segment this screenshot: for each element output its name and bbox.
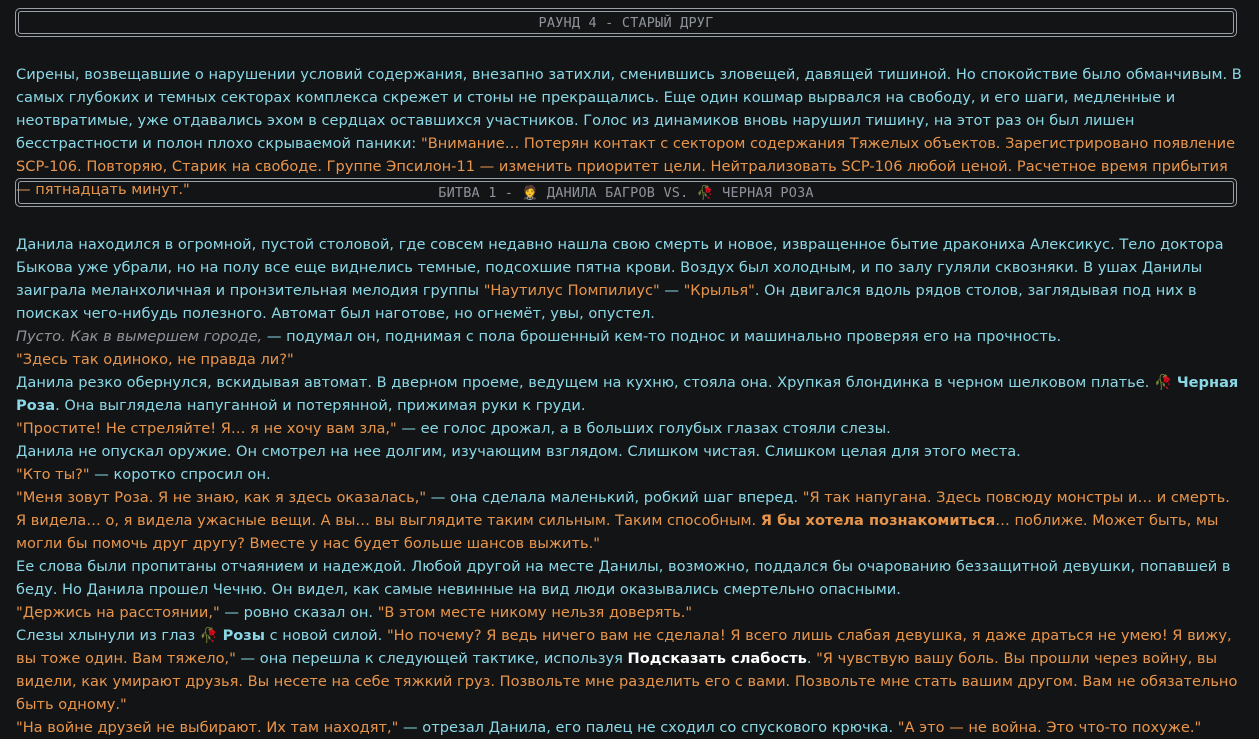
song-name: "Крылья" <box>683 282 755 299</box>
story-section <box>16 233 1242 739</box>
dialogue-quote: "В этом месте никому нельзя доверять." <box>377 604 693 621</box>
dialogue-quote: "Простите! Не стреляйте! Я… я не хочу вам зла," <box>16 420 397 437</box>
story-paragraph-5 <box>16 417 1242 440</box>
story-paragraph-7 <box>16 463 1242 486</box>
intro-announcement: "Внимание… Потерян контакт с сектором содержания Тяжелых объектов. Зарегистрировано появление SCP-106. Повторяю, Старик на свободе. Группе Эпсилон-11 — изменить приоритет цели. Нейтрализовать SCP-106 любой ценой. Расчетное время прибытия — пятнадцать минут." <box>16 135 1236 198</box>
dialogue-quote: "На войне друзей не выбирают. Их там находят," <box>16 719 399 736</box>
wilted-rose-icon: 🥀 <box>1154 374 1173 391</box>
dialogue-quote: "Здесь так одиноко, не правда ли?" <box>16 351 294 368</box>
fighter-1-name: ДАНИЛА БАГРОВ <box>546 184 656 201</box>
battle-banner-frame <box>18 181 1234 204</box>
story-paragraph-4 <box>16 371 1242 417</box>
narration-text: Данила не опускал оружие. Он смотрел на нее долгим, изучающим взглядом. Слишком чистая. Слишком целая для этого места. <box>16 443 1021 460</box>
character-name: Черная Роза <box>16 374 1239 414</box>
fighter-2-name: ЧЕРНАЯ РОЗА <box>722 184 814 201</box>
story-paragraph-2 <box>16 325 1242 348</box>
dialogue-quote: "А это — не война. Это что-то похуже." <box>897 719 1202 736</box>
story-paragraph-12 <box>16 716 1242 739</box>
narration-text: Данила резко обернулся, вскидывая автомат. В дверном проеме, ведущем на кухню, стояла она. Хрупкая блондинка в черном шелковом платье. <box>16 374 1155 391</box>
businessman-icon: 🤵 <box>521 184 539 201</box>
narration-text: Ее слова были пропитаны отчаянием и надеждой. Любой другой на месте Данилы, возможно, поддался бы очарованию беззащитной девушки, попавшей в беду. Но Данила прошел Чечню. Он видел, как самые невинные на вид люди оказывались смертельно опасными. <box>16 558 1231 598</box>
narration-text: Слезы хлынули из глаз <box>16 627 200 644</box>
story-paragraph-10 <box>16 601 1242 624</box>
dialogue-quote: … поближе. Может быть, мы могли бы помочь друг другу? Вместе у нас будет больше шансов выжить." <box>16 512 1219 552</box>
story-paragraph-9 <box>16 555 1242 601</box>
narration-text: . Она выглядела напуганной и потерянной, прижимая руки к груди. <box>55 397 586 414</box>
narration-text: с новой силой. <box>264 627 387 644</box>
battle-banner <box>15 178 1237 207</box>
narration-text: — она перешла к следующей тактике, используя <box>235 650 628 667</box>
dialogue-quote: "Но почему? Я ведь ничего вам не сделала! Я всего лишь слабая девушка, я даже драться не умею! Я вижу, вы тоже один. Вам тяжело," <box>16 627 1232 667</box>
character-name: Розы <box>222 627 265 644</box>
round-banner <box>15 8 1237 37</box>
story-paragraph-6 <box>16 440 1242 463</box>
dialogue-quote: "Я так напугана. Здесь повсюду монстры и… и смерть. Я видела… о, я видела ужасные вещи. А вы… вы выглядите таким сильным. Таким способным. <box>16 489 1230 529</box>
dialogue-quote: "Меня зовут Роза. Я не знаю, как я здесь оказалась," <box>16 489 427 506</box>
versus-label: VS. <box>655 184 697 201</box>
story-paragraph-11 <box>16 624 1242 716</box>
narration-text: Данила находился в огромной, пустой столовой, где совсем недавно нашла свою смерть и новое, извращенное бытие дракониха Алексикус. Тело доктора Быкова уже убрали, но на полу все еще виднелись темные, подсохшие пятна крови. Воздух был холодным, и по залу гуляли сквозняки. В ушах Данилы заиграла меланхоличная и пронзительная мелодия группы <box>16 236 1224 299</box>
narration-text: — ее голос дрожал, а в больших голубых глазах стояли слезы. <box>396 420 891 437</box>
narration-text: . Он двигался вдоль рядов столов, заглядывая под них в поисках чего-нибудь полезного. Автомат был наготове, но огнемёт, увы, опустел. <box>16 282 1197 322</box>
dialogue-quote: "Держись на расстоянии," <box>16 604 220 621</box>
narration-text: — отрезал Данила, его палец не сходил со спускового крючка. <box>398 719 898 736</box>
intro-narration: Сирены, возвещавшие о нарушении условий содержания, внезапно затихли, сменившись зловещей, давящей тишиной. Но спокойствие было обманчивым. В самых глубоких и темных секторах комплекса скрежет и стоны не прекращались. Еще один кошмар вырвался на свободу, и его шаги, медленные и неотвратимые, уже отдавались эхом в сердцах оставшихся участников. Голос из динамиков вновь нарушил тишину, на этот раз он был лишен бесстрастности и полон плохо скрываемой паники: <box>16 66 1242 152</box>
skill-name: Подсказать слабость <box>627 650 807 667</box>
battle-prefix: БИТВА 1 - <box>438 184 522 201</box>
narration-text: — коротко спросил он. <box>89 466 271 483</box>
narration-text: — ровно сказал он. <box>219 604 378 621</box>
narration-text: — <box>659 282 684 299</box>
wilted-rose-icon: 🥀 <box>696 184 714 201</box>
inner-thought: Пусто. Как в вымершем городе, <box>16 328 263 345</box>
narration-text: — подумал он, поднимая с пола брошенный кем-то поднос и машинально проверяя его на прочность. <box>262 328 1062 345</box>
story-paragraph-1 <box>16 233 1242 325</box>
story-paragraph-3 <box>16 348 1242 371</box>
wilted-rose-icon: 🥀 <box>199 627 218 644</box>
story-paragraph-8 <box>16 486 1242 555</box>
dialogue-quote: "Я чувствую вашу боль. Вы прошли через войну, вы видели, как умирают друзья. Вы несете на себе тяжкий груз. Позвольте мне разделить его с вами. Позвольте мне стать вашим другом. Вам не обязательно быть одному." <box>16 650 1238 713</box>
skill-highlight: Я бы хотела познакомиться <box>760 512 996 529</box>
dialogue-quote: "Кто ты?" <box>16 466 90 483</box>
band-name: "Наутилус Помпилиус" <box>483 282 660 299</box>
narration-text: . <box>806 650 817 667</box>
narration-text: — она сделала маленький, робкий шаг вперед. <box>426 489 803 506</box>
round-title: РАУНД 4 - СТАРЫЙ ДРУГ <box>538 14 714 31</box>
round-banner-frame <box>18 11 1234 34</box>
